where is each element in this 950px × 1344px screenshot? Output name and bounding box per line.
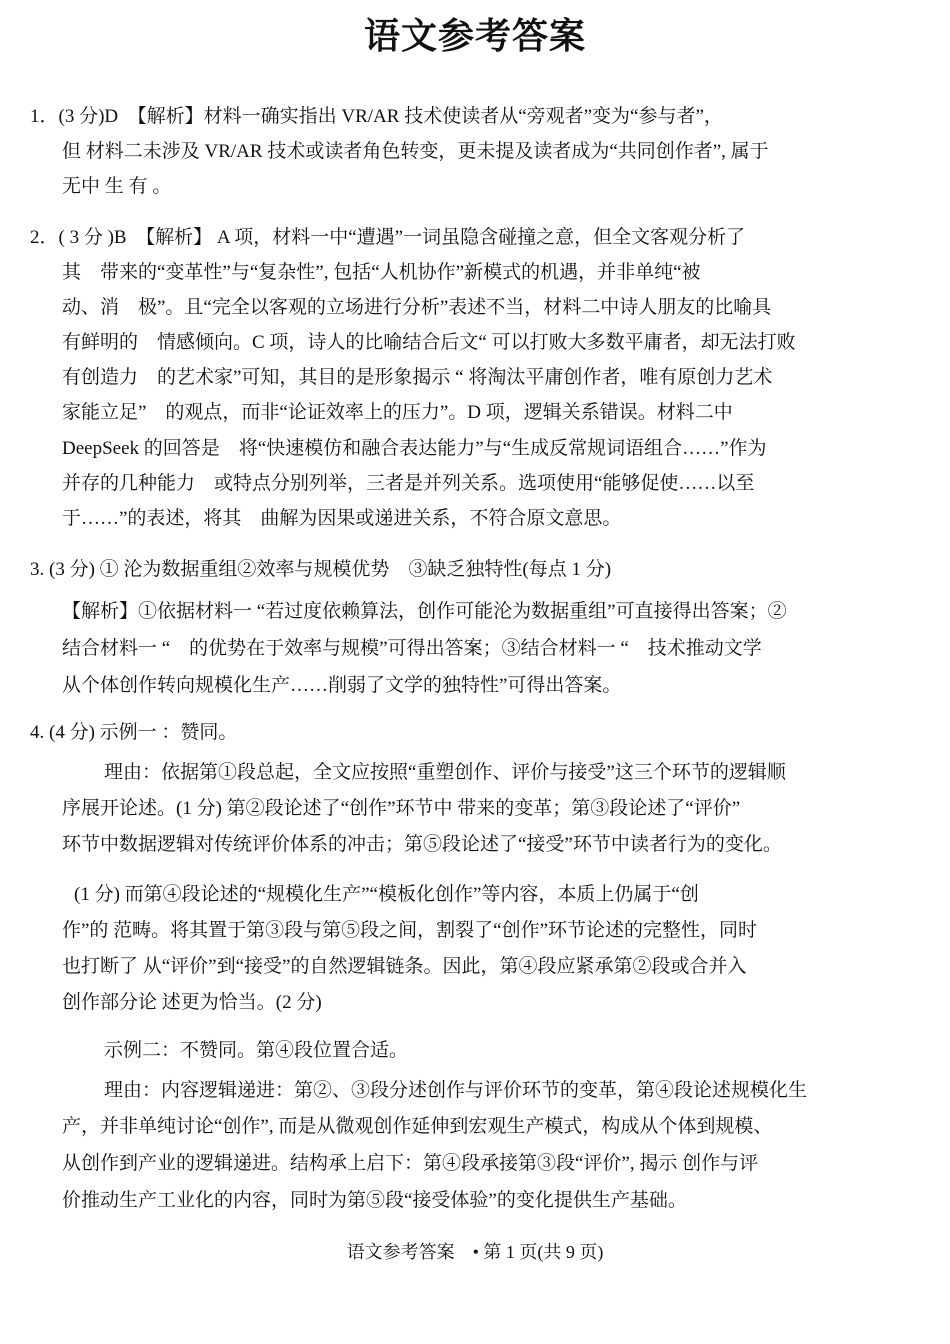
page-title: 语文参考答案 (363, 16, 586, 56)
q4-ex1-line-2: 序展开论述。(1 分) 第②段论述了“创作”环节中 带来的变革；第③段论述了“评价” (62, 798, 741, 819)
q4-ex2-line-1: 理由：内容逻辑递进：第②、③段分述创作与评价环节的变革，第④段论述规模化生 (104, 1080, 808, 1101)
q2-line-5: 有创造力 的艺术家”可知，其目的是形象揭示 “ 将淘汰平庸创作者，唯有原创力艺术 (62, 367, 773, 388)
q4-ex2-line-2: 产，并非单纯讨论“创作”, 而是从微观创作延伸到宏观生产模式，构成从个体到规模、 (62, 1116, 773, 1137)
q3-line-2: 结合材料一 “ 的优势在于效率与规模”可得出答案；③结合材料一 “ 技术推动文学 (62, 638, 762, 659)
q2-line-8: 并存的几种能力 或特点分别列举，三者是并列关系。选项使用“能够促使……以至 (62, 473, 755, 494)
q2-line-4: 有鲜明的 情感倾向。C 项，诗人的比喻结合后文“ 可以打败大多数平庸者，却无法打败 (62, 332, 796, 353)
q2-line-9: 于……”的表述，将其 曲解为因果或递进关系，不符合原文意思。 (62, 508, 622, 529)
page-footer: 语文参考答案 • 第 1 页(共 9 页) (346, 1242, 604, 1262)
q2-line-1: 2．( 3 分 )B 【解析】 A 项，材料一中“遭遇”一词虽隐含碰撞之意，但全文客观分析了 (30, 227, 746, 248)
q1-line-2: 但 材料二未涉及 VR/AR 技术或读者角色转变，更未提及读者成为“共同创作者”, 属于 (62, 141, 769, 162)
q2-line-6: 家能立足” 的观点，而非“论证效率上的压力”。D 项，逻辑关系错误。材料二中 (62, 402, 733, 423)
q4-ex1-line-3: 环节中数据逻辑对传统评价体系的冲击；第⑤段论述了“接受”环节中读者行为的变化。 (62, 834, 782, 855)
q2-line-3: 动、消 极”。且“完全以客观的立场进行分析”表述不当，材料二中诗人朋友的比喻具 (62, 297, 772, 318)
q4-ex1-line-1: 理由：依据第①段总起，全文应按照“重塑创作、评价与接受”这三个环节的逻辑顺 (104, 762, 786, 783)
q2-line-7: DeepSeek 的回答是 将“快速模仿和融合表达能力”与“生成反常规词语组合……”作为 (62, 438, 767, 459)
q3-line-3: 从个体创作转向规模化生产……削弱了文学的独特性”可得出答案。 (62, 675, 622, 696)
q1-line-1: 1．(3 分)D 【解析】材料一确实指出 VR/AR 技术使读者从“旁观者”变为“参与者”， (30, 106, 723, 127)
q3-line-1: 【解析】①依据材料一 “若过度依赖算法，创作可能沦为数据重组”可直接得出答案；② (62, 601, 787, 622)
q4-ex1-line-5: 作”的 范畴。将其置于第③段与第⑤段之间，割裂了“创作”环节论述的完整性，同时 (62, 920, 758, 941)
q4-ex1-line-7: 创作部分论 述更为恰当。(2 分) (62, 992, 322, 1013)
q4-ex2-line-4: 价推动生产工业化的内容，同时为第⑤段“接受体验”的变化提供生产基础。 (62, 1190, 687, 1211)
q4-ex1-line-6: 也打断了 从“评价”到“接受”的自然逻辑链条。因此，第④段应紧承第②段或合并入 (62, 956, 747, 977)
q4-ex2-head: 示例二：不赞同。第④段位置合适。 (104, 1040, 409, 1061)
q3-answer: 3. (3 分) ① 沦为数据重组②效率与规模优势 ③缺乏独特性(每点 1 分) (30, 559, 612, 580)
q4-answer: 4. (4 分) 示例一 ：赞同。 (30, 722, 238, 743)
q4-ex1-line-4: (1 分) 而第④段论述的“规模化生产”“模板化创作”等内容，本质上仍属于“创 (74, 884, 699, 905)
q2-line-2: 其 带来的“变革性”与“复杂性”, 包括“人机协作”新模式的机遇，并非单纯“被 (62, 262, 701, 283)
q4-ex2-line-3: 从创作到产业的逻辑递进。结构承上启下：第④段承接第③段“评价”, 揭示 创作与评 (62, 1153, 759, 1174)
q1-line-3: 无中 生 有 。 (62, 176, 172, 197)
